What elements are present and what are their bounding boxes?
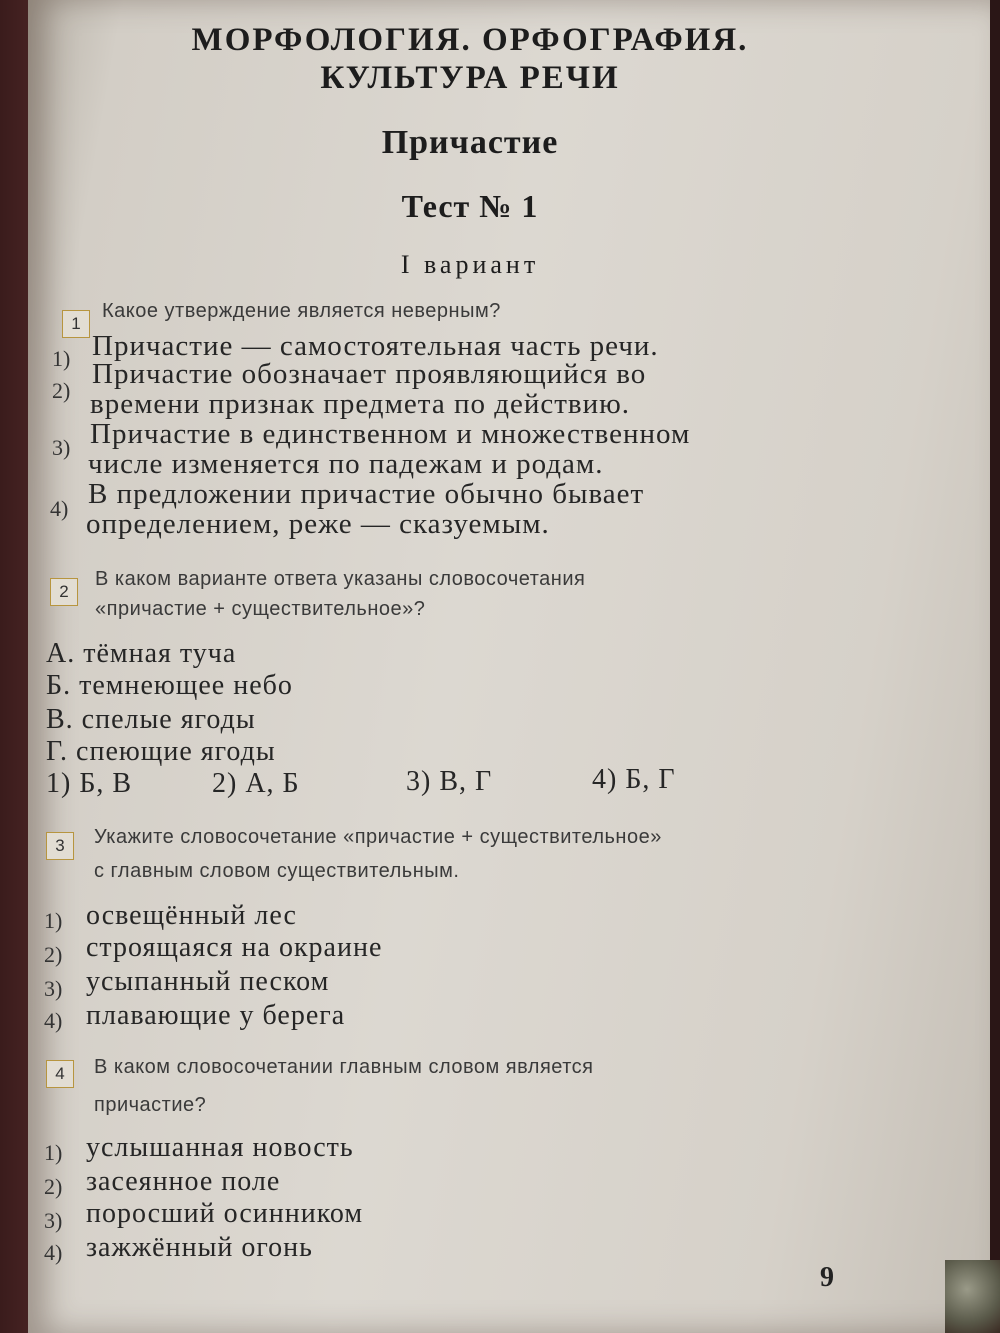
option-text: времени признак предмета по действию. xyxy=(90,388,631,420)
option-number: 3) xyxy=(44,976,63,1001)
option-text: числе изменяется по падежам и родам. xyxy=(88,448,604,480)
answer-option: 2) А, Б xyxy=(212,768,300,799)
option-text: В предложении причастие обычно бывает xyxy=(88,478,645,510)
choice-item: Б. темнеющее небо xyxy=(46,670,293,701)
question-number: 4 xyxy=(46,1060,74,1088)
test-title: Тест № 1 xyxy=(401,188,539,224)
question-number: 3 xyxy=(46,832,74,860)
option-number: 2) xyxy=(44,1174,63,1199)
option-text: засеянное поле xyxy=(86,1166,281,1197)
answer-option: 1) Б, В xyxy=(46,768,133,799)
option-number: 4) xyxy=(44,1008,63,1033)
answer-option: 4) Б, Г xyxy=(592,764,676,795)
question-text: «причастие + существительное»? xyxy=(95,598,426,620)
option-number: 1) xyxy=(44,1140,63,1165)
choice-item: А. тёмная туча xyxy=(46,638,237,669)
question-text: В каком словосочетании главным словом является xyxy=(94,1056,594,1078)
option-number: 2) xyxy=(52,378,71,403)
option-text: Причастие — самостоятельная часть речи. xyxy=(92,330,659,362)
choice-item: В. спелые ягоды xyxy=(46,704,256,735)
option-text: плавающие у берега xyxy=(86,1000,346,1031)
option-number: 4) xyxy=(50,496,69,521)
option-number: 1) xyxy=(52,346,71,371)
question-text: Укажите словосочетание «причастие + существительное» xyxy=(94,826,662,848)
option-text: Причастие обозначает проявляющийся во xyxy=(92,358,647,390)
question-number: 1 xyxy=(62,310,90,338)
question-text: с главным словом существительным. xyxy=(94,860,460,882)
choice-item: Г. спеющие ягоды xyxy=(46,736,276,767)
question-text: Какое утверждение является неверным? xyxy=(102,300,501,322)
option-text: Причастие в единственном и множественном xyxy=(90,418,691,450)
question-text: причастие? xyxy=(94,1094,207,1116)
variant-title: I вариант xyxy=(400,250,540,279)
option-number: 4) xyxy=(44,1240,63,1265)
option-text: строящаяся на окраине xyxy=(86,932,383,963)
option-number: 3) xyxy=(44,1208,63,1233)
option-number: 1) xyxy=(44,908,63,933)
option-text: освещённый лес xyxy=(86,900,297,931)
option-text: зажжённый огонь xyxy=(86,1232,313,1263)
answer-option: 3) В, Г xyxy=(406,766,493,797)
section-title-line1: МОРФОЛОГИЯ. ОРФОГРАФИЯ. xyxy=(191,22,749,58)
option-text: усыпанный песком xyxy=(86,966,330,997)
option-text: услышанная новость xyxy=(86,1132,354,1163)
option-number: 3) xyxy=(52,435,71,460)
option-text: поросший осинником xyxy=(86,1198,364,1229)
option-text: определением, реже — сказуемым. xyxy=(86,508,550,540)
section-title-line2: КУЛЬТУРА РЕЧИ xyxy=(320,60,620,96)
page-number: 9 xyxy=(820,1262,834,1293)
topic-title: Причастие xyxy=(381,124,559,161)
option-number: 2) xyxy=(44,942,63,967)
question-number: 2 xyxy=(50,578,78,606)
question-text: В каком варианте ответа указаны словосочетания xyxy=(95,568,586,590)
